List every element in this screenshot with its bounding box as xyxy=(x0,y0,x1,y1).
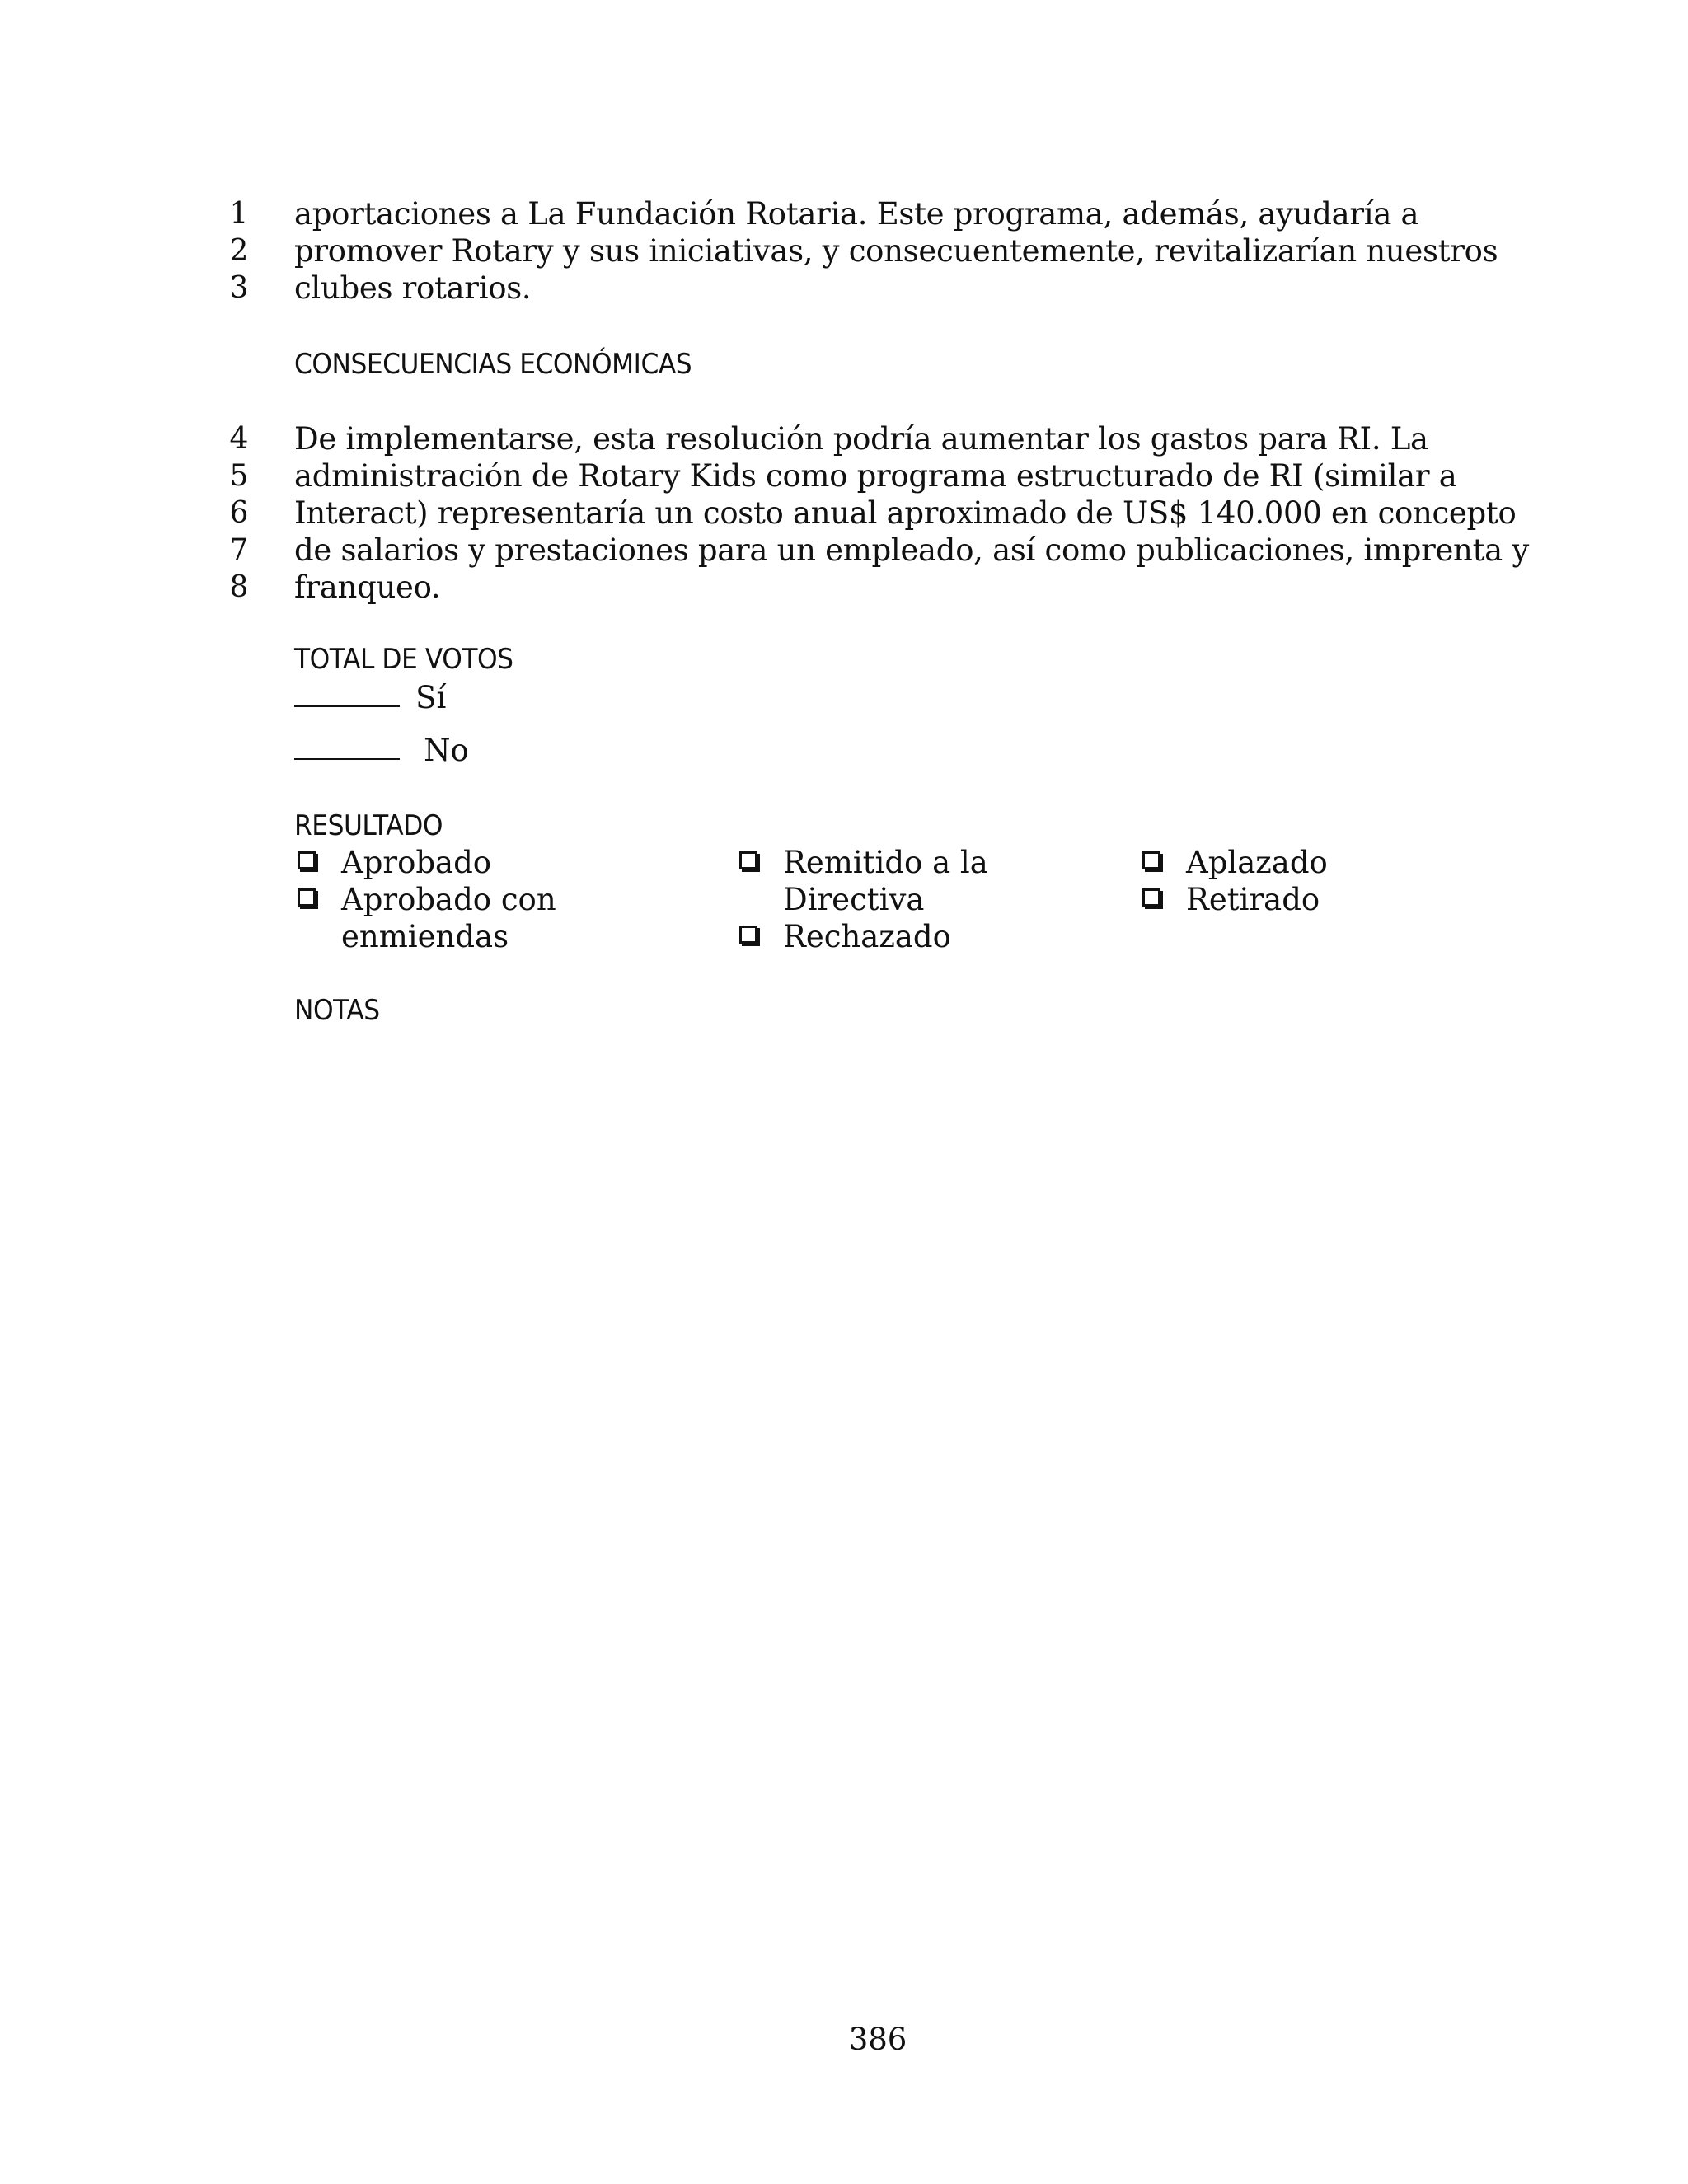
vote-no-blank[interactable] xyxy=(294,732,400,760)
line-text: clubes rotarios. xyxy=(294,270,532,306)
checkbox-icon[interactable] xyxy=(1142,851,1160,869)
text-line xyxy=(0,457,1688,495)
vote-yes-row xyxy=(294,679,446,717)
text-line xyxy=(0,532,1688,569)
result-option-label: Rechazado xyxy=(783,919,951,954)
line-number: 7 xyxy=(229,533,249,567)
result-option-rechazado[interactable] xyxy=(736,918,988,955)
text-line xyxy=(0,569,1688,607)
section-heading-consecuencias: CONSECUENCIAS ECONÓMICAS xyxy=(294,348,692,381)
section-heading-resultado: RESULTADO xyxy=(294,809,443,842)
line-number: 6 xyxy=(229,496,249,530)
line-number: 8 xyxy=(229,570,249,604)
text-line xyxy=(0,232,1688,270)
line-text: aportaciones a La Fundación Rotaria. Este programa, además, ayudaría a xyxy=(294,196,1419,232)
vote-no-label: No xyxy=(424,733,469,768)
vote-no-row xyxy=(294,732,469,770)
result-option-label: Remitido a la xyxy=(783,845,988,880)
result-column-3 xyxy=(1139,844,1328,918)
line-text: promover Rotary y sus iniciativas, y consecuentemente, revitalizarían nuestros xyxy=(294,233,1498,269)
result-column-2 xyxy=(736,844,988,955)
result-option-aprobado-con-enmiendas[interactable] xyxy=(294,881,556,955)
section-heading-notas: NOTAS xyxy=(294,994,380,1027)
line-number: 2 xyxy=(229,234,249,268)
line-number: 4 xyxy=(229,422,249,456)
vote-yes-blank[interactable] xyxy=(294,679,400,707)
line-number: 3 xyxy=(229,271,249,305)
line-text: de salarios y prestaciones para un empleado, así como publicaciones, imprenta y xyxy=(294,532,1529,568)
text-line xyxy=(0,494,1688,532)
line-text: administración de Rotary Kids como programa estructurado de RI (similar a xyxy=(294,458,1457,494)
line-number: 5 xyxy=(229,459,249,493)
result-option-aprobado[interactable] xyxy=(294,844,556,881)
result-option-label: enmiendas xyxy=(341,919,509,954)
result-column-1 xyxy=(294,844,556,955)
line-number: 1 xyxy=(229,197,249,231)
line-text: franqueo. xyxy=(294,569,441,605)
result-option-label: Aplazado xyxy=(1186,845,1328,880)
section-heading-votos: TOTAL DE VOTOS xyxy=(294,643,513,676)
text-line xyxy=(0,195,1688,233)
page-number: 386 xyxy=(848,2022,907,2057)
line-text: Interact) representaría un costo anual aproximado de US$ 140.000 en concepto xyxy=(294,495,1517,531)
result-option-aplazado[interactable] xyxy=(1139,844,1328,881)
text-line xyxy=(0,420,1688,458)
checkbox-icon[interactable] xyxy=(1142,888,1160,907)
checkbox-icon[interactable] xyxy=(298,888,316,907)
text-line xyxy=(0,269,1688,307)
result-option-label: Aprobado xyxy=(341,845,492,880)
result-option-label: Directiva xyxy=(783,882,925,917)
result-option-remitido[interactable] xyxy=(736,844,988,918)
checkbox-icon[interactable] xyxy=(739,926,757,944)
checkbox-icon[interactable] xyxy=(739,851,757,869)
vote-yes-label: Sí xyxy=(415,680,447,715)
line-text: De implementarse, esta resolución podría aumentar los gastos para RI. La xyxy=(294,421,1428,457)
checkbox-icon[interactable] xyxy=(298,851,316,869)
result-option-retirado[interactable] xyxy=(1139,881,1328,918)
result-option-label: Retirado xyxy=(1186,882,1320,917)
result-option-label: Aprobado con xyxy=(341,882,556,917)
